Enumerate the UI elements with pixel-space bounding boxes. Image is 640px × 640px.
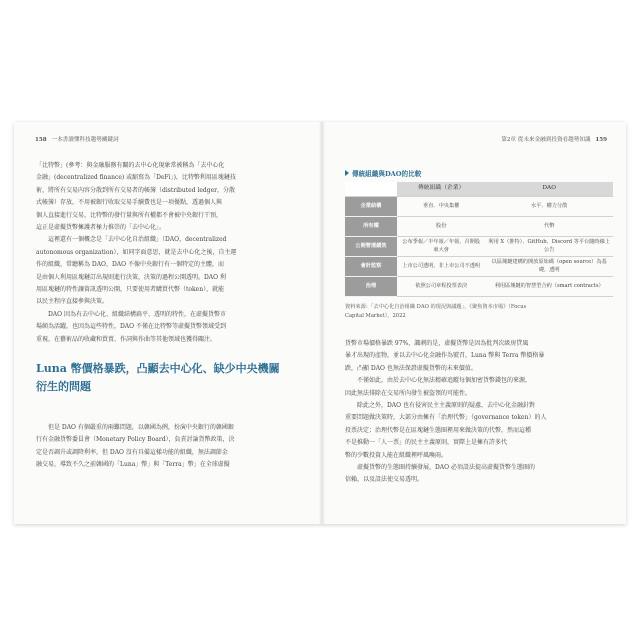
cell-traditional: 依照公司章程投票表決 <box>397 277 485 297</box>
chapter-label: 第2章 <box>501 137 517 143</box>
cell-traditional: 上市公司透明，非上市公司不透明 <box>397 257 485 277</box>
text-line: 術，將所有交易內容分散到所有交易者的帳簿（distributed ledger，分散 <box>36 186 236 194</box>
book-spread <box>14 122 626 524</box>
cell-traditional: 公布季報／半年報／年報，召開股東大會 <box>397 237 485 257</box>
left-page <box>14 122 319 524</box>
row-label: 公開營運績效 <box>345 237 397 257</box>
text-line: 因此無法排除在交易所內發生被盜領的可能性。 <box>345 389 472 397</box>
cell-traditional: 垂直．中央集權 <box>397 197 485 217</box>
table-row <box>345 257 613 277</box>
text-line: 場頗為活躍，也因為這些特性，DAO 不僅在比特幣等虛擬貨幣領域受到 <box>36 323 226 331</box>
section-title <box>36 360 306 396</box>
cell-dao: 利用區塊鏈的智慧型合約（smart contracts） <box>485 277 613 297</box>
text-line: 用區塊鏈的特性讓資訊透明公開，只要使用者購買代幣（token），就能 <box>36 286 225 294</box>
table-title-text: 傳統組織與DAO的比較 <box>352 170 422 178</box>
left-page-number: 158 <box>35 137 47 143</box>
text-line: 定是否調升或調降利率，但 DAO 沒有具備這樣功能的組織，無法調節金 <box>36 448 228 456</box>
table-corner-cell <box>345 182 397 197</box>
text-line: 跌，凸顯 DAO 也無法保證虛擬貨幣的未來價值。 <box>345 364 477 372</box>
text-line: 暴才出現的產物，並以去中心化金融作為號召，Luna 幣與 Terra 幣價格暴 <box>345 352 545 360</box>
text-line: 以民主程序直接參與決策。 <box>36 298 109 306</box>
right-page <box>325 122 626 524</box>
cell-dao: 代幣 <box>485 217 613 237</box>
source-line: Capital Market），2022 <box>345 313 406 319</box>
row-label: 會計監察 <box>345 257 397 277</box>
right-page-number: 159 <box>595 137 607 143</box>
header-traditional: 傳統組織（企業） <box>397 182 485 197</box>
text-line: 金融」(decentralized finance) 或縮寫為「DeFi」)，比特幣利用區塊鏈技 <box>36 174 236 182</box>
text-line: 重視，在藝術品的收藏和買賣、作詞與作曲等其他領域也獲得關注。 <box>36 335 217 343</box>
text-line: 但是 DAO 有個嚴重的兩難問題，以韓國為例，扮演中央銀行的韓國銀 <box>48 424 234 431</box>
section-title-line: Luna 幣價格暴跌，凸顯去中心化、缺少中央機關 <box>36 362 280 375</box>
text-line: 這裡還有一個概念是「去中心化自治組織」（DAO，decentralized <box>48 236 227 244</box>
text-line: 不僅如此，由於去中心化無法精確追蹤每個加密貨幣錢包的來源， <box>357 377 532 385</box>
text-line: DAO 因為有去中心化、組織結構扁平、透明的特性，在虛擬貨幣市 <box>48 310 226 318</box>
triangle-bullet-icon <box>345 170 349 176</box>
table-title <box>345 168 613 178</box>
cell-dao: 以區塊鏈建構的開放原始碼（open source）為基礎，透明 <box>485 257 613 277</box>
text-line: 貨幣市場價格暴跌 97%，諷刺的是，虛擬貨幣是因為批判次級房貸風 <box>345 340 529 347</box>
left-running-title: 一本書讀懂科技趨勢關鍵詞 <box>51 137 119 143</box>
header-dao: DAO <box>485 182 613 197</box>
left-body-text-2 <box>36 422 298 472</box>
table-row <box>345 277 613 297</box>
text-line: 這正是虛擬貨幣擁護者極力推崇的「去中心化」。 <box>36 224 166 232</box>
source-line: 資料來源：「去中心化自治組織 DAO 的現況與議題」，《聚焦資本市場》（Focus <box>345 304 527 310</box>
section-title-line: 衍生的問題 <box>36 380 91 393</box>
text-line: 行有金融貨幣委員會（Monetary Policy Board），負責討論貨幣政策，決 <box>36 436 235 444</box>
table-header-row <box>345 182 613 197</box>
text-line: 是由個人利用區塊鏈訂出規則進行決策，決策的過程公開透明。DAO 利 <box>36 273 226 281</box>
text-line: 不是推動一「人一票」的民主主義原則，實際上是擁有許多代 <box>345 439 508 447</box>
cell-dao: 水平．權力分散 <box>485 197 613 217</box>
row-label: 企業結構 <box>345 197 397 217</box>
table-row <box>345 237 613 257</box>
cell-traditional: 股份 <box>397 217 485 237</box>
text-line: 信賴，以及設法使交易透明。 <box>345 476 424 484</box>
cell-dao: 利用 X（推特）、GitHub、Discord 等平台隨時線上公告 <box>485 237 613 257</box>
text-line: 「比特幣」(參考：與金融服務有關的去中心化現象常被稱為「去中心化 <box>36 162 225 169</box>
text-line: 投票決定；治理代幣是在區塊鏈生態圈裡用來做決策的代幣，然而這種 <box>345 426 532 434</box>
text-line: 作的組織，常聽稱為 DAO，DAO 不像中央銀行有一個特定的主體，而 <box>36 261 224 269</box>
text-line: 虛擬貨幣的生態圈持續發展，DAO 必須設法提高虛擬貨幣生態圈的 <box>357 464 535 472</box>
right-running-head <box>501 135 610 143</box>
table-row <box>345 197 613 217</box>
left-body-text-1 <box>36 160 298 346</box>
comparison-table <box>345 182 613 297</box>
text-line: 重要問題做決策時，大部分由擁有「治理代幣」（governance token）的人 <box>345 414 547 422</box>
row-label: 治理 <box>345 277 397 297</box>
text-line: 式帳簿）存放，不用被銀行收取交易手續費也是一項優點，透過個人與 <box>36 199 223 207</box>
text-line: 個人直接進行交易，比特幣的發行量與所有權都不會被中央銀行干預， <box>36 211 223 219</box>
text-line: 除此之外，DAO 也有侵害民主主義原則的疑慮，去中心化金融針對 <box>357 402 535 410</box>
right-body-text <box>345 338 607 487</box>
comparison-table-box <box>345 168 613 321</box>
table-row <box>345 217 613 237</box>
text-line: 融交易，導致不久之前韓國的「Luna」幣」與「Terra」幣」在全球虛擬 <box>36 461 230 469</box>
left-running-head <box>32 135 119 143</box>
table-source <box>345 303 613 321</box>
row-label: 所有權 <box>345 217 397 237</box>
text-line: 幣的少數投資人能在組織裡呼風喚雨。 <box>345 451 448 459</box>
text-line: autonomous organization），如同字面意思，就是去中心化之後，自主運 <box>36 248 237 256</box>
right-running-title: 從未來金融到投資看趨勢知識 <box>517 137 591 143</box>
